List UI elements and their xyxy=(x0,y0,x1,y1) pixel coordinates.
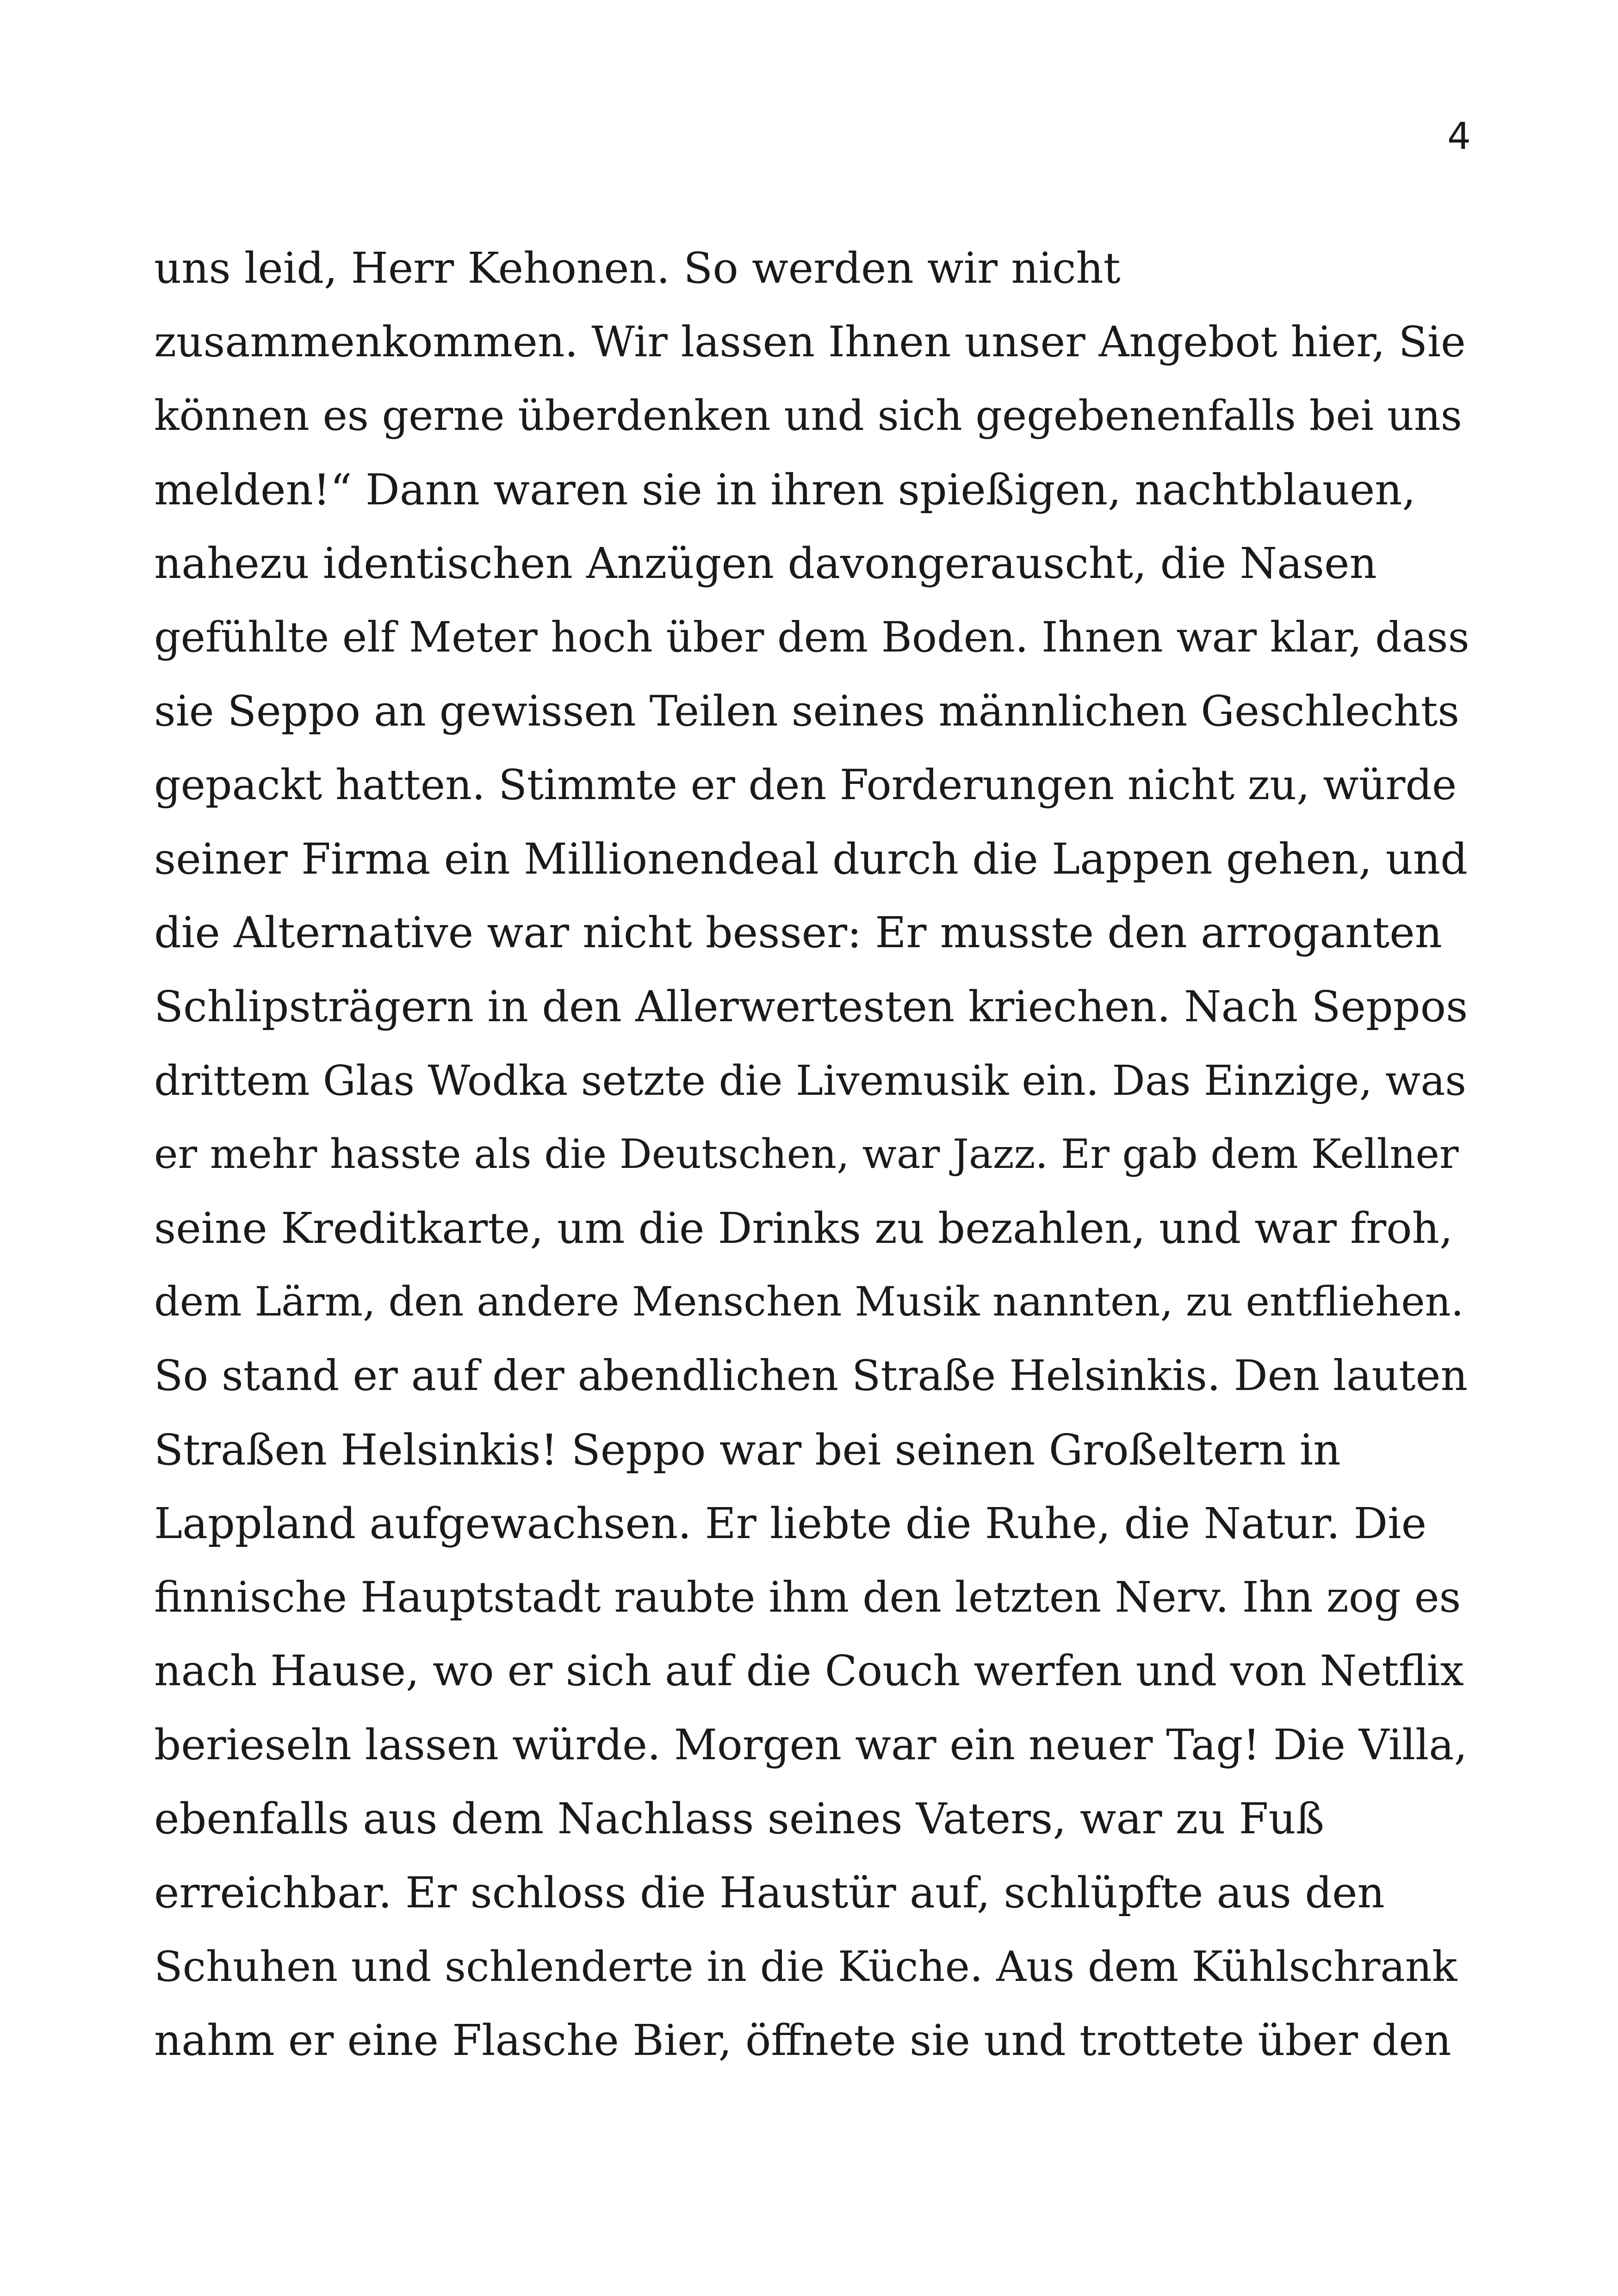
text-line: So stand er auf der abendlichen Straße Helsinkis. Den lauten xyxy=(154,1351,1468,1400)
text-line: sie Seppo an gewissen Teilen seines männlichen Geschlechts xyxy=(154,687,1460,736)
text-line: finnische Hauptstadt raubte ihm den letzten Nerv. Ihn zog es xyxy=(154,1573,1461,1622)
text-line: gepackt hatten. Stimmte er den Forderungen nicht zu, würde xyxy=(154,761,1457,810)
text-line: die Alternative war nicht besser: Er musste den arroganten xyxy=(154,908,1442,958)
text-line: ebenfalls aus dem Nachlass seines Vaters, war zu Fuß xyxy=(154,1794,1325,1844)
text-line: drittem Glas Wodka setzte die Livemusik ein. Das Einzige, was xyxy=(154,1056,1467,1105)
text-line: Schlipsträgern in den Allerwertesten kriechen. Nach Seppos xyxy=(154,981,1468,1031)
page-number: 4 xyxy=(1447,115,1471,158)
text-line: seiner Firma ein Millionendeal durch die Lappen gehen, und xyxy=(154,834,1468,884)
text-line: berieseln lassen würde. Morgen war ein neuer Tag! Die Villa, xyxy=(154,1720,1468,1769)
text-line: seine Kreditkarte, um die Drinks zu bezahlen, und war froh, xyxy=(154,1203,1453,1253)
text-line: er mehr hasste als die Deutschen, war Jazz. Er gab dem Kellner xyxy=(154,1130,1459,1178)
text-line: nahezu identischen Anzügen davongerauscht, die Nasen xyxy=(154,539,1377,589)
text-line: Straßen Helsinkis! Seppo war bei seinen Großeltern in xyxy=(154,1425,1341,1475)
text-line: Lappland aufgewachsen. Er liebte die Ruhe, die Natur. Die xyxy=(154,1499,1427,1549)
text-line: nach Hause, wo er sich auf die Couch werfen und von Netflix xyxy=(154,1647,1464,1696)
text-line: nahm er eine Flasche Bier, öffnete sie und trottete über den xyxy=(154,2016,1451,2066)
text-line: uns leid, Herr Kehonen. So werden wir nicht xyxy=(154,243,1121,293)
text-line: Schuhen und schlenderte in die Küche. Aus dem Kühlschrank xyxy=(154,1942,1457,1991)
text-line: melden!“ Dann waren sie in ihren spießigen, nachtblauen, xyxy=(154,465,1416,515)
text-line: dem Lärm, den andere Menschen Musik nannten, zu entfliehen. xyxy=(154,1278,1464,1326)
text-line: erreichbar. Er schloss die Haustür auf, schlüpfte aus den xyxy=(154,1868,1385,1918)
body-text xyxy=(154,231,1470,2078)
text-line: gefühlte elf Meter hoch über dem Boden. Ihnen war klar, dass xyxy=(154,613,1469,662)
text-line: zusammenkommen. Wir lassen Ihnen unser Angebot hier, Sie xyxy=(154,317,1466,366)
text-line: können es gerne überdenken und sich gegebenenfalls bei uns xyxy=(154,391,1462,441)
